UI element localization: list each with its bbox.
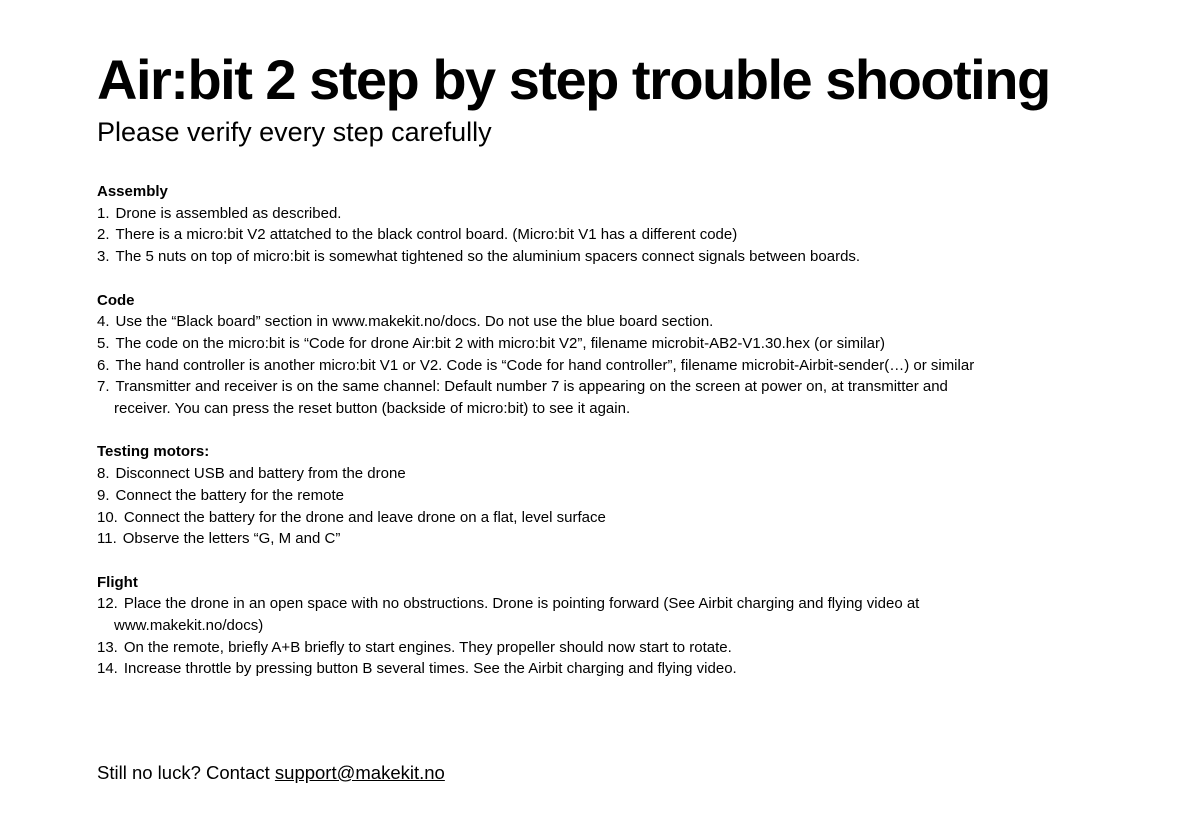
footer-text: Still no luck? Contact xyxy=(97,762,275,783)
section-flight xyxy=(97,572,1092,681)
page-title: Air:bit 2 step by step trouble shooting xyxy=(97,48,1050,111)
step-number: 11. xyxy=(97,530,117,548)
section-assembly xyxy=(97,181,1092,268)
section-heading: Flight xyxy=(97,573,138,591)
step-text: Observe the letters “G, M and C” xyxy=(122,530,341,548)
step-text: On the remote, briefly A+B briefly to start engines. They propeller should now start to rotate. xyxy=(123,638,732,656)
step-item xyxy=(97,246,1092,268)
step-text: Connect the battery for the remote xyxy=(115,486,344,504)
step-text: The code on the micro:bit is “Code for drone Air:bit 2 with micro:bit V2”, filename microbit-AB2-V1.30.hex (or similar) xyxy=(115,334,885,352)
step-number: 3. xyxy=(97,248,110,266)
step-item xyxy=(97,376,1092,419)
step-text-continuation: www.makekit.no/docs) xyxy=(114,617,264,635)
section-heading: Code xyxy=(97,291,135,309)
section-code xyxy=(97,290,1092,420)
step-text: Increase throttle by pressing button B several times. See the Airbit charging and flying video. xyxy=(123,660,737,678)
step-item xyxy=(97,463,1092,485)
document-content xyxy=(97,48,1092,680)
step-item xyxy=(97,333,1092,355)
step-number: 9. xyxy=(97,486,110,504)
step-number: 13. xyxy=(97,638,118,656)
step-text: Transmitter and receiver is on the same channel: Default number 7 is appearing on the screen at power on, at transmitter and xyxy=(115,378,948,396)
step-text: Place the drone in an open space with no obstructions. Drone is pointing forward (See Airbit charging and flying video at xyxy=(123,595,920,613)
step-item xyxy=(97,637,1092,659)
step-number: 6. xyxy=(97,356,110,374)
step-text: There is a micro:bit V2 attatched to the black control board. (Micro:bit V1 has a different code) xyxy=(115,226,738,244)
footer-contact-line xyxy=(97,761,445,785)
step-text: Drone is assembled as described. xyxy=(115,204,342,222)
step-text: Use the “Black board” section in www.makekit.no/docs. Do not use the blue board section. xyxy=(115,313,714,331)
step-number: 7. xyxy=(97,378,110,396)
step-list xyxy=(97,203,1092,268)
step-text: The hand controller is another micro:bit V1 or V2. Code is “Code for hand controller”, filename microbit-Airbit-sender(…) or similar xyxy=(115,356,975,374)
section-heading: Testing motors: xyxy=(97,443,210,461)
step-number: 12. xyxy=(97,595,118,613)
step-text: Disconnect USB and battery from the drone xyxy=(115,465,406,483)
step-number: 4. xyxy=(97,313,110,331)
step-item xyxy=(97,203,1092,225)
step-item xyxy=(97,507,1092,529)
section-heading: Assembly xyxy=(97,183,168,200)
step-number: 10. xyxy=(97,508,118,526)
step-text: The 5 nuts on top of micro:bit is somewhat tightened so the aluminium spacers connect signals between boards. xyxy=(115,248,861,266)
step-item xyxy=(97,528,1092,550)
step-item xyxy=(97,355,1092,377)
step-number: 5. xyxy=(97,334,110,352)
step-text: Connect the battery for the drone and leave drone on a flat, level surface xyxy=(123,508,606,526)
step-number: 8. xyxy=(97,465,110,483)
step-number: 2. xyxy=(97,226,110,244)
sections xyxy=(97,181,1092,680)
step-item xyxy=(97,224,1092,246)
support-email-link[interactable]: support@makekit.no xyxy=(274,762,445,783)
step-number: 1. xyxy=(97,204,110,222)
step-text-continuation: receiver. You can press the reset button (backside of micro:bit) to see it again. xyxy=(114,400,631,418)
step-number: 14. xyxy=(97,660,118,678)
step-item xyxy=(97,311,1092,333)
step-list xyxy=(97,463,1092,550)
step-list xyxy=(97,311,1092,420)
step-item xyxy=(97,485,1092,507)
step-item xyxy=(97,658,1092,680)
section-testing-motors xyxy=(97,441,1092,550)
page-subtitle: Please verify every step carefully xyxy=(97,117,492,147)
step-item xyxy=(97,593,1092,636)
step-list xyxy=(97,593,1092,680)
